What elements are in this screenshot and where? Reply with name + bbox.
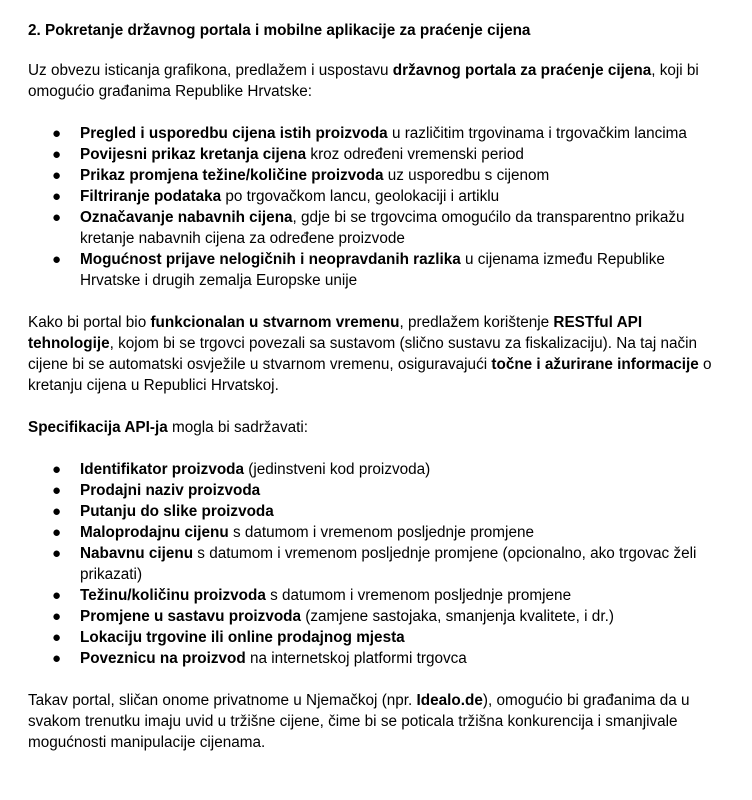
item-text: s datumom i vremenom posljednje promjene <box>228 524 534 541</box>
bullet-icon: ● <box>52 482 62 499</box>
item-bold: Promjene u sastavu proizvoda <box>80 608 302 625</box>
spec-intro-paragraph <box>28 417 724 438</box>
item-bold: Prikaz promjena težine/količine proizvoda <box>80 167 384 184</box>
item-text: uz usporedbu s cijenom <box>383 167 550 184</box>
item-text: na internetskoj platformi trgovca <box>245 650 467 667</box>
item-text: u različitim trgovinama i trgovačkim lancima <box>387 125 687 142</box>
item-bold: Putanju do slike proizvoda <box>80 503 274 520</box>
closing-paragraph <box>28 690 724 753</box>
intro-text-1: Uz obvezu isticanja grafikona, predlažem i uspostavu <box>28 62 393 79</box>
item-text: po trgovačkom lancu, geolokaciji i artiklu <box>221 188 500 205</box>
closing-text-1: Takav portal, sličan onome privatnome u Njemačkoj (npr. <box>28 692 417 709</box>
item-bold: Označavanje nabavnih cijena <box>80 209 293 226</box>
spec-intro-text: mogla bi sadržavati: <box>167 419 309 436</box>
item-bold: Maloprodajnu cijenu <box>80 524 229 541</box>
section-heading: 2. Pokretanje državnog portala i mobilne aplikacije za praćenje cijena <box>28 22 531 39</box>
list-item <box>28 165 724 186</box>
item-text: , gdje bi se trgovcima omogućilo da transparentno prikažu kretanje nabavnih cijena za određene proizvode <box>80 209 685 247</box>
item-text: s datumom i vremenom posljednje promjene <box>265 587 572 604</box>
item-bold: Poveznicu na proizvod <box>80 650 246 667</box>
bullet-icon: ● <box>52 461 62 478</box>
list-item <box>28 543 724 585</box>
bullet-icon: ● <box>52 209 62 226</box>
item-bold: Pregled i usporedbu cijena istih proizvoda <box>80 125 388 142</box>
list-item <box>28 585 724 606</box>
realtime-text-1: Kako bi portal bio <box>28 314 151 331</box>
bullet-icon: ● <box>52 167 62 184</box>
closing-bold-1: Idealo.de <box>416 692 483 709</box>
item-text: (zamjene sastojaka, smanjenja kvalitete, i dr.) <box>301 608 614 625</box>
list-item <box>28 249 724 291</box>
item-bold: Težinu/količinu proizvoda <box>80 587 266 604</box>
bullet-icon: ● <box>52 545 62 562</box>
realtime-paragraph <box>28 312 724 396</box>
intro-text-2: , koji bi omogućio građanima Republike Hrvatske: <box>28 62 699 100</box>
bullet-icon: ● <box>52 125 62 142</box>
item-bold: Identifikator proizvoda <box>80 461 245 478</box>
bullet-icon: ● <box>52 188 62 205</box>
list-item <box>28 627 724 648</box>
item-text: u cijenama između Republike Hrvatske i drugih zemalja Europske unije <box>80 251 665 289</box>
list-item <box>28 606 724 627</box>
list-item <box>28 522 724 543</box>
closing-text-2: ), omogućio bi građanima da u svakom trenutku imaju uvid u tržišne cijene, čime bi se poticala tržišna konkurencija i smanjivale mogućnosti manipulacije cijenama. <box>28 692 690 751</box>
list-item <box>28 123 724 144</box>
bullet-icon: ● <box>52 608 62 625</box>
item-text: kroz određeni vremenski period <box>306 146 524 163</box>
item-text: s datumom i vremenom posljednje promjene (opcionalno, ako trgovac želi prikazati) <box>80 545 697 583</box>
realtime-text-3: , kojom bi se trgovci povezali sa sustavom (slično sustavu za fiskalizaciju). Na taj način cijene bi se automatski osvježile u stvarnom vremenu, osiguravajući <box>28 335 698 373</box>
features-list <box>28 123 724 291</box>
realtime-text-4: o kretanju cijena u Republici Hrvatskoj. <box>28 356 712 394</box>
realtime-text-2: , predlažem korištenje <box>399 314 554 331</box>
item-bold: Lokaciju trgovine ili online prodajnog mjesta <box>80 629 405 646</box>
item-text: (jedinstveni kod proizvoda) <box>244 461 431 478</box>
spec-list <box>28 459 724 669</box>
bullet-icon: ● <box>52 587 62 604</box>
list-item <box>28 459 724 480</box>
bullet-icon: ● <box>52 503 62 520</box>
item-bold: Filtriranje podataka <box>80 188 222 205</box>
bullet-icon: ● <box>52 524 62 541</box>
realtime-bold-2: RESTful API tehnologije <box>28 314 643 352</box>
bullet-icon: ● <box>52 146 62 163</box>
list-item <box>28 480 724 501</box>
intro-paragraph <box>28 60 724 102</box>
list-item <box>28 501 724 522</box>
item-bold: Nabavnu cijenu <box>80 545 194 562</box>
item-bold: Prodajni naziv proizvoda <box>80 482 261 499</box>
list-item <box>28 648 724 669</box>
bullet-icon: ● <box>52 629 62 646</box>
intro-bold-1: državnog portala za praćenje cijena <box>392 62 652 79</box>
list-item <box>28 144 724 165</box>
bullet-icon: ● <box>52 650 62 667</box>
realtime-bold-1: funkcionalan u stvarnom vremenu <box>150 314 400 331</box>
item-bold: Mogućnost prijave nelogičnih i neopravdanih razlika <box>80 251 461 268</box>
list-item <box>28 207 724 249</box>
bullet-icon: ● <box>52 251 62 268</box>
realtime-bold-3: točne i ažurirane informacije <box>491 356 699 373</box>
item-bold: Povijesni prikaz kretanja cijena <box>80 146 307 163</box>
spec-intro-bold: Specifikacija API-ja <box>28 419 168 436</box>
list-item <box>28 186 724 207</box>
